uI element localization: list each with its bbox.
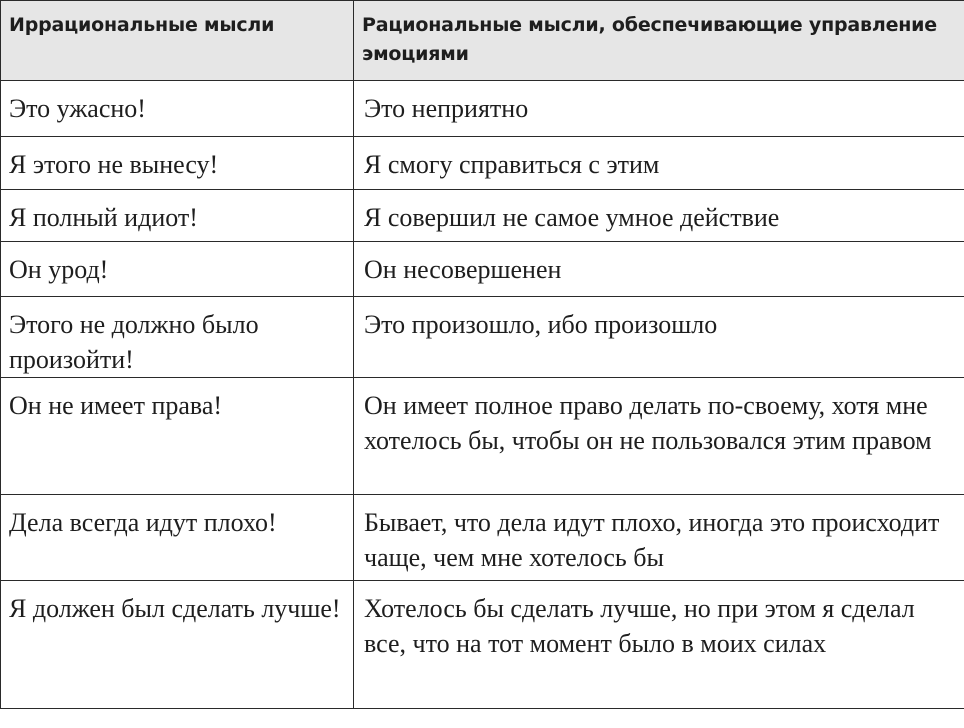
irrational-thought-cell: Этого не должно было произойти! [1, 297, 354, 378]
irrational-thought-cell: Это ужасно! [1, 81, 354, 137]
irrational-thought-cell: Я этого не вынесу! [1, 137, 354, 190]
rational-thought-cell: Хотелось бы сделать лучше, но при этом я сделал все, что на тот момент было в моих силах [354, 581, 964, 709]
rational-thought-cell: Это произошло, ибо произошло [354, 297, 964, 378]
table-header-row [1, 1, 964, 81]
rational-thought-cell: Я совершил не самое умное действие [354, 190, 964, 242]
header-rational-thoughts: Рациональные мысли, обеспечивающие управление эмоциями [354, 1, 964, 81]
header-irrational-thoughts: Иррациональные мысли [1, 1, 354, 81]
irrational-thought-cell: Дела всегда идут плохо! [1, 495, 354, 581]
table-row [1, 137, 964, 190]
rational-thought-cell: Он имеет полное право делать по-своему, хотя мне хотелось бы, чтобы он не пользовался этим правом [354, 378, 964, 495]
rational-thought-cell: Это неприятно [354, 81, 964, 137]
table-row [1, 378, 964, 495]
rational-thought-cell: Бывает, что дела идут плохо, иногда это происходит чаще, чем мне хотелось бы [354, 495, 964, 581]
table-row [1, 81, 964, 137]
irrational-thought-cell: Он не имеет права! [1, 378, 354, 495]
table-row [1, 495, 964, 581]
irrational-thought-cell: Он урод! [1, 242, 354, 297]
rational-thought-cell: Он несовершенен [354, 242, 964, 297]
irrational-thought-cell: Я полный идиот! [1, 190, 354, 242]
rational-thought-cell: Я смогу справиться с этим [354, 137, 964, 190]
table-row [1, 297, 964, 378]
table-row [1, 242, 964, 297]
table-row [1, 581, 964, 709]
irrational-thought-cell: Я должен был сделать лучше! [1, 581, 354, 709]
table-row [1, 190, 964, 242]
